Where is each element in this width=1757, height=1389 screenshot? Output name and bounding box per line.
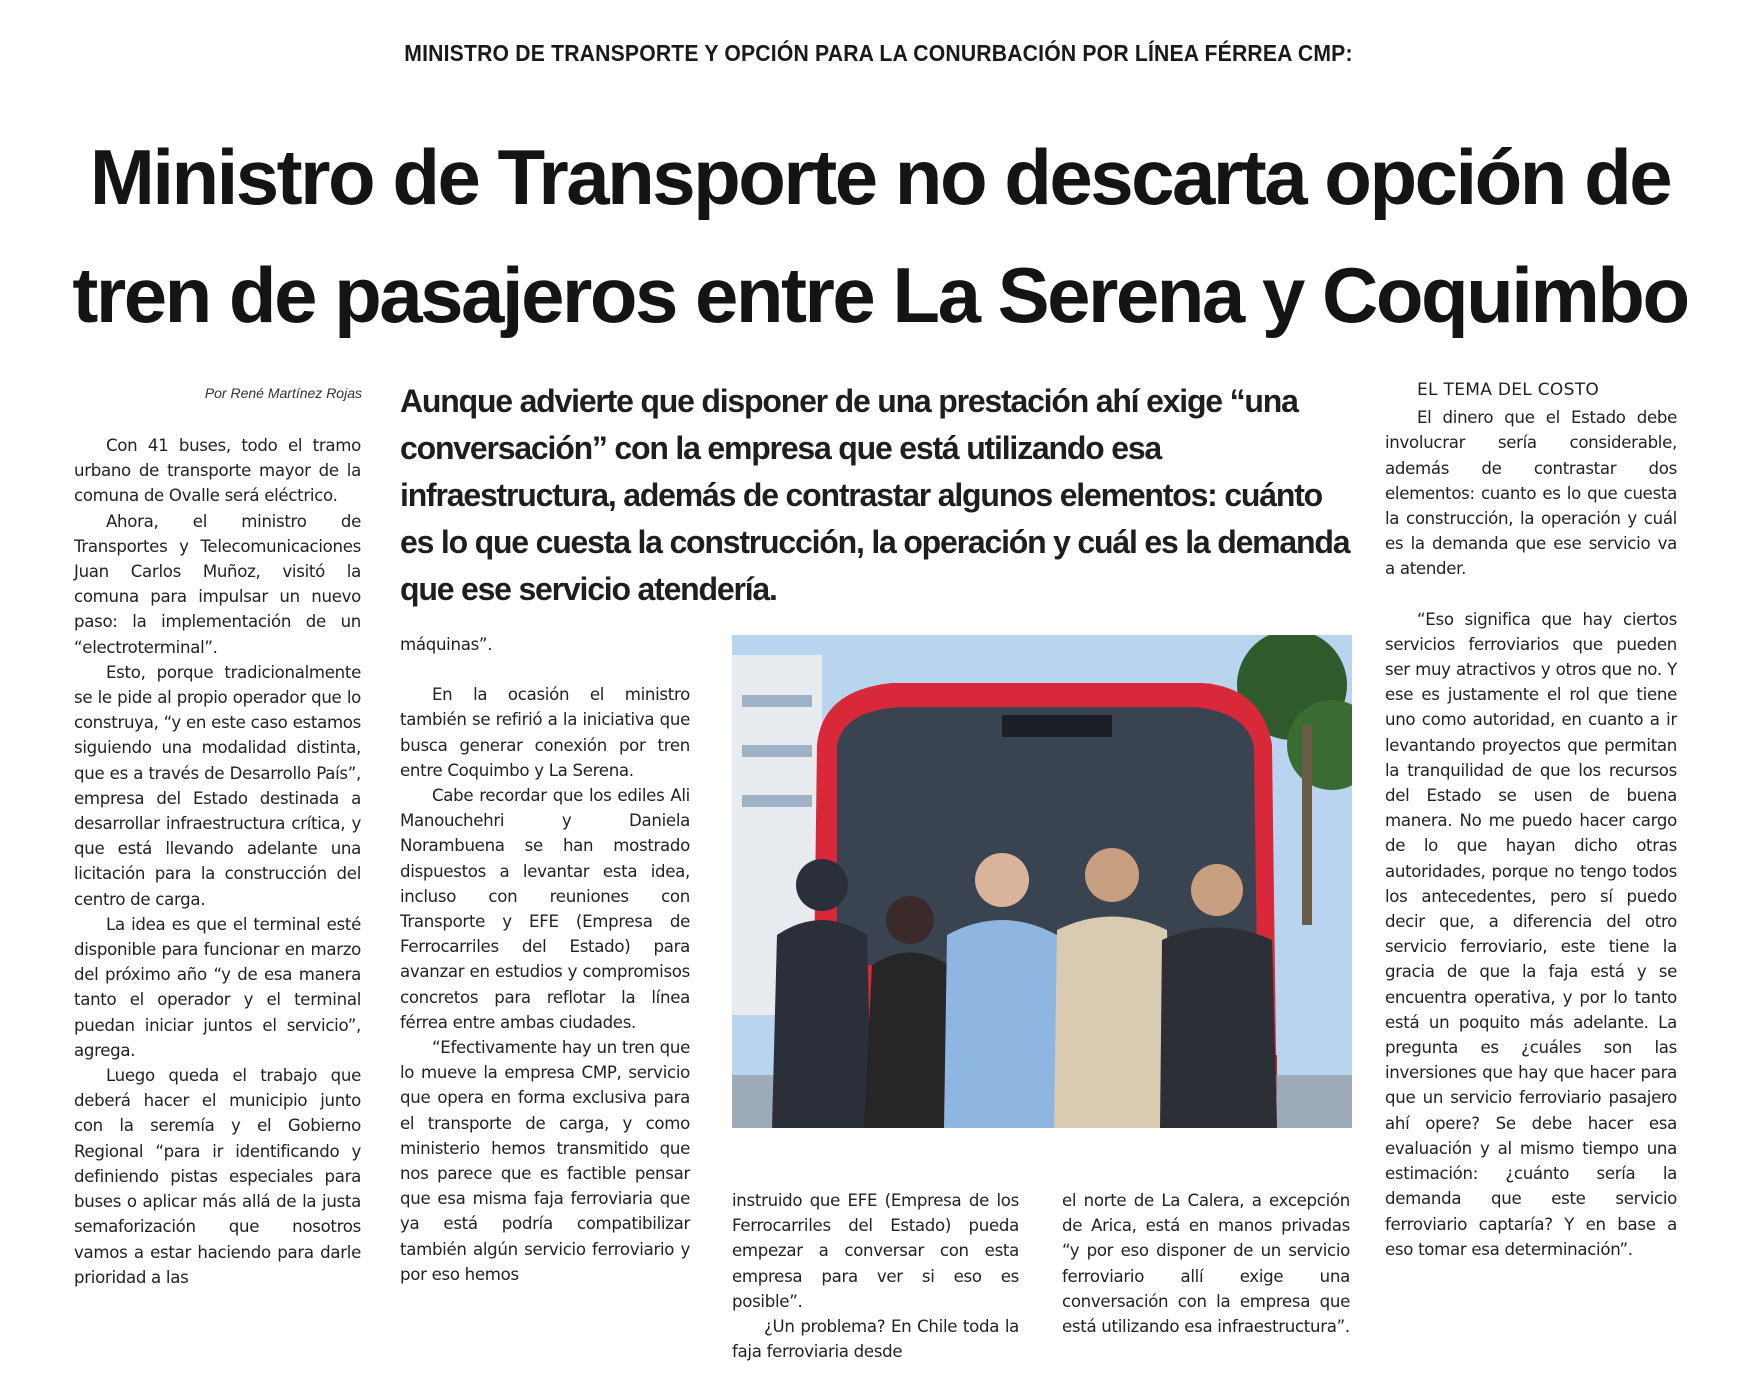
headline: Ministro de Transporte no descarta opción de tren de pasajeros entre La Serena y Coquimbo — [72, 133, 1688, 339]
paragraph: ¿Un problema? En Chile toda la faja ferroviaria desde — [732, 1317, 1019, 1362]
article-column-1 — [74, 433, 361, 1290]
paragraph: El dinero que el Estado debe involucrar sería considerable, además de contrastar dos elementos: cuanto es lo que cuesta la construcción, la operación y cuál es la demanda que ese servicio va a atender. — [1385, 408, 1677, 579]
byline: Por René Martínez Rojas — [204, 385, 362, 401]
paragraph: La idea es que el terminal esté disponible para funcionar en marzo del próximo año “y de esa manera tanto el operador y el terminal puedan iniciar juntos el servicio”, agrega. — [74, 914, 361, 1060]
article-column-4 — [1062, 1188, 1350, 1339]
paragraph: instruido que EFE (Empresa de los Ferrocarriles del Estado) pueda empezar a conversar con esta empresa para ver si eso es posible”. — [732, 1191, 1019, 1311]
article-column-2 — [400, 632, 690, 1287]
photo-illustration — [732, 635, 1352, 1128]
paragraph: Con 41 buses, todo el tramo urbano de transporte mayor de la comuna de Ovalle será eléctrico. — [74, 436, 361, 506]
article-column-3 — [732, 1188, 1019, 1364]
paragraph: Esto, porque tradicionalmente se le pide al propio operador que lo construya, “y en este caso estamos siguiendo una modalidad distinta, que es a través de Desarrollo País”, empresa del Estado destinada a desarrollar infraestructura crítica, y que está llevando adelante una licitación para la construcción del centro de carga. — [74, 662, 361, 909]
paragraph: En la ocasión el ministro también se refirió a la iniciativa que busca generar conexión por tren entre Coquimbo y La Serena. — [400, 685, 690, 780]
paragraph: Cabe recordar que los ediles Ali Manouchehri y Daniela Norambuena se han mostrado dispuestos a levantar esta idea, incluso con reuniones con Transporte y EFE (Empresa de Ferrocarriles del Estado) para avanzar en estudios y compromisos concretos para reflotar la línea férrea entre ambas ciudades. — [400, 786, 690, 1032]
paragraph: el norte de La Calera, a excepción de Arica, está en manos privadas “y por eso disponer de un servicio ferroviario allí exige una conversación con la empresa que está utilizando esa infraestructura”. — [1062, 1191, 1350, 1337]
article-column-5 — [1385, 378, 1677, 1262]
photo-electric-bus-group — [732, 635, 1352, 1128]
paragraph: Ahora, el ministro de Transportes y Telecomunicaciones Juan Carlos Muñoz, visitó la comuna para impulsar un nuevo paso: la implementación de un “electroterminal”. — [74, 511, 361, 657]
section-subhead: EL TEMA DEL COSTO — [1417, 380, 1600, 400]
paragraph: máquinas”. — [400, 635, 493, 654]
deck-summary: Aunque advierte que disponer de una prestación ahí exige “una conversación” con la empresa que está utilizando esa infraestructura, además de contrastar algunos elementos: cuánto es lo que cuesta la construcción, la operación y cuál es la demanda que ese servicio atendería. — [400, 383, 1350, 607]
paragraph: “Efectivamente hay un tren que lo mueve la empresa CMP, servicio que opera en forma exclusiva para el transporte de carga, y como ministerio hemos transmitido que nos parece que es factible pensar que esa misma faja ferroviaria que ya está podría compatibilizar también algún servicio ferroviario y por eso hemos — [400, 1038, 690, 1284]
paragraph: Luego queda el trabajo que deberá hacer el municipio junto con la seremía y el Gobierno Regional “para ir identificando y definiendo pistas especiales para buses o aplicar más allá de la justa semaforización que nosotros vamos a estar haciendo para darle prioridad a las — [74, 1066, 361, 1287]
kicker: MINISTRO DE TRANSPORTE Y OPCIÓN PARA LA CONURBACIÓN POR LÍNEA FÉRREA CMP: — [404, 40, 1353, 66]
paragraph: “Eso significa que hay ciertos servicios ferroviarios que pueden ser muy atractivos y otros que no. Y ese es justamente el rol que tiene uno como autoridad, en cuanto a ir levantando proyectos que permitan la tranquilidad de que los recursos del Estado se usen de buena manera. No me puedo hacer cargo de lo que hayan dicho otras autoridades, porque no tengo todos los antecedentes, pero sí puedo decir que, a diferencia del otro servicio ferroviario, este tiene la gracia de que la faja está y se encuentra operativa, y por lo tanto está un poquito más adelante. La pregunta es ¿cuáles son las inversiones que hay que hacer para que un servicio ferroviario pasajero ahí opere? Se debe hacer esa evaluación y al mismo tiempo una estimación: ¿cuánto sería la demanda que este servicio ferroviario captaría? Y en base a eso tomar esa determinación”. — [1385, 609, 1677, 1259]
